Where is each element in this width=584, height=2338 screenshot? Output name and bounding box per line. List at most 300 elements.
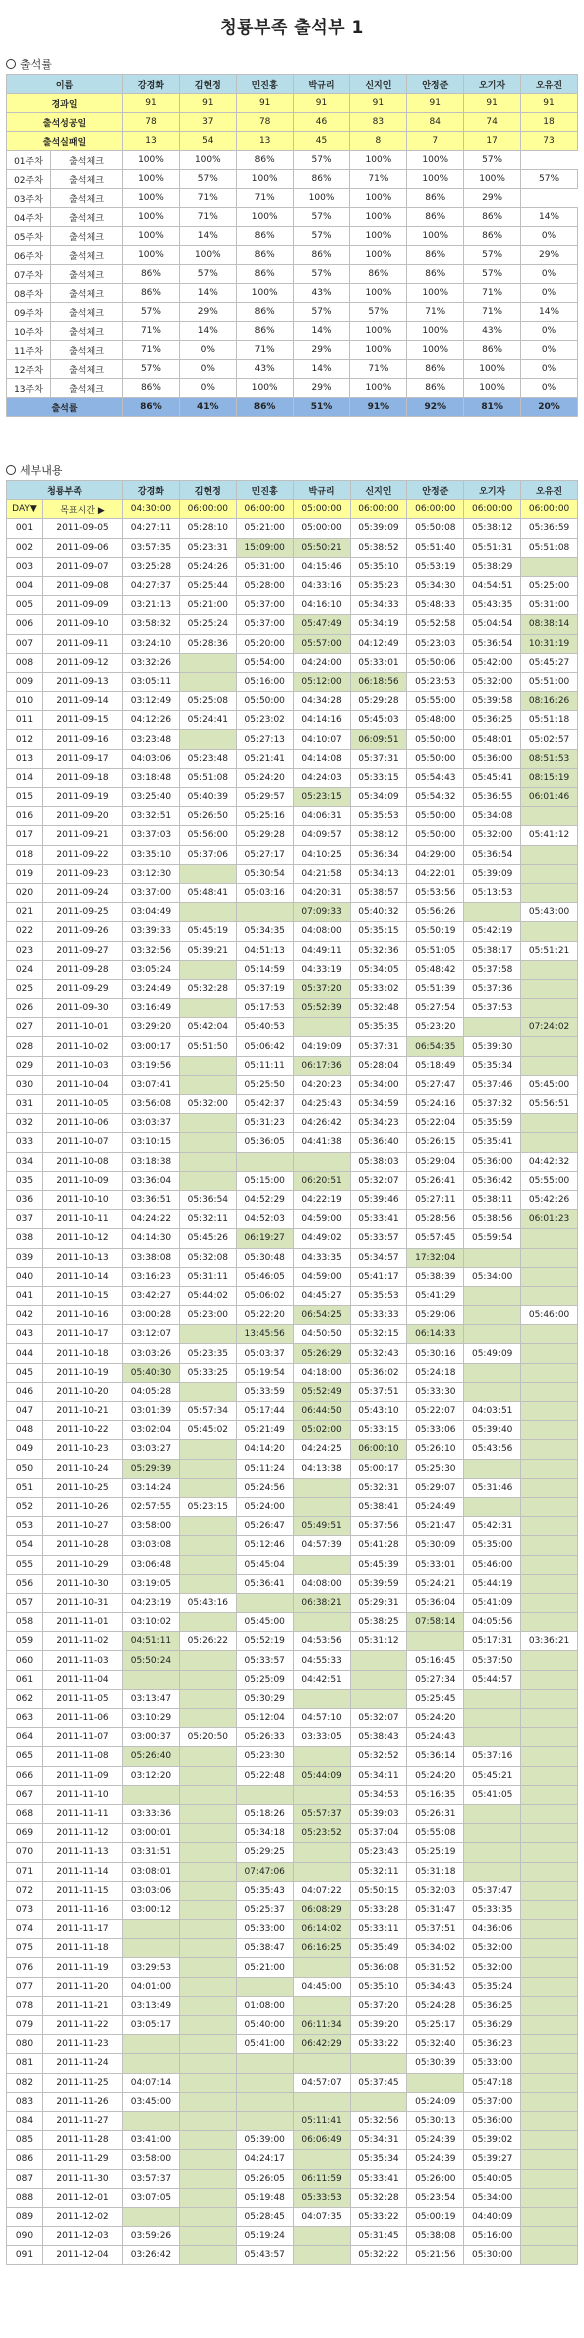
summary-section-label: 출석률 (6, 56, 52, 72)
checkin-time: 05:37:04 (350, 1824, 407, 1843)
date-cell: 2011-09-26 (43, 922, 123, 941)
stat-value: 37 (179, 113, 236, 132)
rate-cell: 57% (179, 265, 236, 284)
checkin-time: 05:34:13 (350, 864, 407, 883)
checkin-time (123, 1939, 180, 1958)
checkin-time: 05:27:54 (407, 999, 464, 1018)
checkin-time: 05:33:00 (236, 1920, 293, 1939)
day-number: 010 (7, 692, 43, 711)
checkin-time: 03:32:51 (123, 807, 180, 826)
checkin-time: 05:36:08 (350, 1958, 407, 1977)
checkin-time: 05:34:18 (236, 1824, 293, 1843)
checkin-time: 05:23:30 (236, 1747, 293, 1766)
checkin-time: 05:34:23 (350, 1114, 407, 1133)
checkin-time: 05:17:31 (464, 1632, 521, 1651)
checkin-time: 05:34:31 (350, 2131, 407, 2150)
checkin-time: 05:11:11 (236, 1056, 293, 1075)
day-number: 091 (7, 2246, 43, 2265)
day-row (7, 1229, 578, 1248)
week-type: 출석체크 (51, 151, 123, 170)
checkin-time: 05:51:18 (521, 711, 578, 730)
checkin-time: 04:45:27 (293, 1286, 350, 1305)
checkin-time: 05:33:28 (350, 1900, 407, 1919)
checkin-time: 05:34:02 (407, 1939, 464, 1958)
checkin-time: 05:37:36 (464, 979, 521, 998)
stat-value: 45 (293, 132, 350, 151)
checkin-time: 05:39:46 (350, 1190, 407, 1209)
day-number: 044 (7, 1344, 43, 1363)
checkin-time: 05:32:07 (350, 1171, 407, 1190)
checkin-time: 06:06:49 (293, 2131, 350, 2150)
checkin-time (521, 1709, 578, 1728)
day-row (7, 1517, 578, 1536)
checkin-time (464, 1306, 521, 1325)
day-number: 013 (7, 749, 43, 768)
rate-cell: 14% (179, 284, 236, 303)
checkin-time (521, 1421, 578, 1440)
checkin-time: 05:16:00 (464, 2227, 521, 2246)
checkin-time: 03:18:48 (123, 768, 180, 787)
day-number: 005 (7, 596, 43, 615)
rate-cell: 0% (521, 341, 578, 360)
checkin-time: 03:10:02 (123, 1613, 180, 1632)
checkin-time: 05:33:02 (350, 979, 407, 998)
checkin-time: 05:38:47 (236, 1939, 293, 1958)
checkin-time: 05:50:08 (407, 519, 464, 538)
checkin-time (521, 1478, 578, 1497)
date-cell: 2011-10-25 (43, 1478, 123, 1497)
date-cell: 2011-12-02 (43, 2207, 123, 2226)
checkin-time (350, 2092, 407, 2111)
week-label: 05주차 (7, 227, 51, 246)
checkin-time: 05:18:49 (407, 1056, 464, 1075)
checkin-time: 05:26:41 (407, 1171, 464, 1190)
date-cell: 2011-11-26 (43, 2092, 123, 2111)
rate-cell: 100% (123, 170, 180, 189)
member-header: 오기자 (464, 75, 521, 94)
checkin-time: 05:51:31 (464, 538, 521, 557)
date-cell: 2011-11-18 (43, 1939, 123, 1958)
checkin-time (293, 1613, 350, 1632)
checkin-time: 03:19:05 (123, 1574, 180, 1593)
week-row (7, 341, 578, 360)
checkin-time (179, 1536, 236, 1555)
checkin-time: 03:19:56 (123, 1056, 180, 1075)
date-cell: 2011-11-13 (43, 1843, 123, 1862)
checkin-time: 05:28:56 (407, 1210, 464, 1229)
checkin-time: 05:06:42 (236, 1037, 293, 1056)
day-number: 017 (7, 826, 43, 845)
day-number: 039 (7, 1248, 43, 1267)
checkin-time: 03:29:53 (123, 1958, 180, 1977)
rate-cell: 57% (293, 227, 350, 246)
checkin-time: 05:03:37 (236, 1344, 293, 1363)
checkin-time: 04:06:31 (293, 807, 350, 826)
checkin-time: 05:43:16 (179, 1593, 236, 1612)
day-number: 037 (7, 1210, 43, 1229)
checkin-time: 05:33:59 (236, 1382, 293, 1401)
rate-cell: 0% (179, 379, 236, 398)
rate-cell: 100% (407, 151, 464, 170)
checkin-time: 05:36:59 (521, 519, 578, 538)
checkin-time: 04:33:16 (293, 576, 350, 595)
checkin-time (464, 1862, 521, 1881)
date-cell: 2011-10-20 (43, 1382, 123, 1401)
day-number: 066 (7, 1766, 43, 1785)
checkin-time: 03:23:48 (123, 730, 180, 749)
date-cell: 2011-11-16 (43, 1900, 123, 1919)
rate-cell: 0% (521, 227, 578, 246)
checkin-time: 05:37:20 (350, 1996, 407, 2015)
checkin-time: 05:21:41 (236, 749, 293, 768)
day-row (7, 1402, 578, 1421)
checkin-time: 05:23:35 (179, 1344, 236, 1363)
checkin-time: 05:11:41 (293, 2111, 350, 2130)
checkin-time (521, 1977, 578, 1996)
date-cell: 2011-10-17 (43, 1325, 123, 1344)
checkin-time: 05:24:26 (179, 557, 236, 576)
checkin-time: 05:39:02 (464, 2131, 521, 2150)
checkin-time: 05:32:00 (179, 1095, 236, 1114)
date-cell: 2011-10-28 (43, 1536, 123, 1555)
date-cell: 2011-09-16 (43, 730, 123, 749)
checkin-time (179, 1977, 236, 1996)
checkin-time (521, 1133, 578, 1152)
date-cell: 2011-09-07 (43, 557, 123, 576)
checkin-time: 05:34:19 (350, 615, 407, 634)
checkin-time: 03:03:37 (123, 1114, 180, 1133)
week-label: 07주차 (7, 265, 51, 284)
date-cell: 2011-10-26 (43, 1497, 123, 1516)
checkin-time (407, 2073, 464, 2092)
checkin-time: 05:23:31 (179, 538, 236, 557)
day-row (7, 1766, 578, 1785)
attendance-detail-table (6, 480, 578, 2265)
checkin-time: 03:36:51 (123, 1190, 180, 1209)
rate-cell: 0% (179, 341, 236, 360)
checkin-time (521, 1785, 578, 1804)
checkin-time: 05:25:08 (179, 692, 236, 711)
stat-value: 84 (407, 113, 464, 132)
checkin-time (521, 2092, 578, 2111)
checkin-time: 04:27:11 (123, 519, 180, 538)
checkin-time (521, 883, 578, 902)
checkin-time: 05:21:49 (236, 1421, 293, 1440)
checkin-time: 05:21:00 (179, 596, 236, 615)
day-row (7, 903, 578, 922)
date-cell: 2011-10-06 (43, 1114, 123, 1133)
checkin-time: 03:00:28 (123, 1306, 180, 1325)
checkin-time: 03:10:29 (123, 1709, 180, 1728)
day-number: 067 (7, 1785, 43, 1804)
checkin-time (521, 1536, 578, 1555)
checkin-time: 05:19:24 (236, 2227, 293, 2246)
date-cell: 2011-09-24 (43, 883, 123, 902)
checkin-time (179, 1996, 236, 2015)
date-cell: 2011-11-29 (43, 2150, 123, 2169)
checkin-time: 04:36:06 (464, 1920, 521, 1939)
checkin-time: 05:45:02 (179, 1421, 236, 1440)
checkin-time: 05:46:00 (464, 1555, 521, 1574)
member-header: 신지인 (350, 481, 407, 500)
checkin-time (521, 979, 578, 998)
detail-section-label: 세부내용 (6, 462, 63, 478)
checkin-time (293, 1862, 350, 1881)
target-time: 05:00:00 (293, 500, 350, 519)
checkin-time: 04:26:42 (293, 1114, 350, 1133)
checkin-time: 05:38:25 (350, 1613, 407, 1632)
checkin-time: 05:36:02 (350, 1363, 407, 1382)
rate-cell: 100% (179, 151, 236, 170)
date-cell: 2011-09-21 (43, 826, 123, 845)
checkin-time: 05:25:37 (236, 1900, 293, 1919)
checkin-time (521, 1459, 578, 1478)
rate-cell: 100% (123, 208, 180, 227)
day-number: 011 (7, 711, 43, 730)
checkin-time: 06:11:59 (293, 2169, 350, 2188)
checkin-time (179, 1920, 236, 1939)
rate-cell: 86% (123, 379, 180, 398)
total-rate: 41% (179, 398, 236, 417)
checkin-time: 04:51:13 (236, 941, 293, 960)
checkin-time: 06:18:56 (350, 672, 407, 691)
checkin-time: 04:33:19 (293, 960, 350, 979)
rate-cell: 71% (464, 303, 521, 322)
member-header: 안정준 (407, 481, 464, 500)
day-number: 086 (7, 2150, 43, 2169)
checkin-time: 05:48:00 (407, 711, 464, 730)
day-row (7, 1363, 578, 1382)
rate-cell: 86% (123, 284, 180, 303)
checkin-time (521, 1996, 578, 2015)
checkin-time: 06:19:27 (236, 1229, 293, 1248)
rate-cell: 100% (123, 227, 180, 246)
checkin-time: 05:25:19 (407, 1843, 464, 1862)
checkin-time: 05:30:48 (236, 1248, 293, 1267)
checkin-time: 03:12:30 (123, 864, 180, 883)
checkin-time (293, 2054, 350, 2073)
checkin-time: 05:24:39 (407, 2131, 464, 2150)
checkin-time: 05:23:15 (293, 788, 350, 807)
stat-value: 54 (179, 132, 236, 151)
week-label: 12주차 (7, 360, 51, 379)
day-row (7, 2169, 578, 2188)
checkin-time: 05:32:00 (464, 1939, 521, 1958)
checkin-time: 05:21:47 (407, 1517, 464, 1536)
checkin-time: 05:32:31 (350, 1478, 407, 1497)
day-number: 016 (7, 807, 43, 826)
checkin-time (123, 2207, 180, 2226)
day-number: 075 (7, 1939, 43, 1958)
checkin-time: 05:37:51 (407, 1920, 464, 1939)
day-row (7, 1152, 578, 1171)
date-cell: 2011-11-06 (43, 1709, 123, 1728)
checkin-time (236, 1785, 293, 1804)
checkin-time: 05:24:39 (407, 2150, 464, 2169)
checkin-time (179, 960, 236, 979)
week-label: 13주차 (7, 379, 51, 398)
checkin-time: 08:16:26 (521, 692, 578, 711)
rate-cell: 86% (123, 265, 180, 284)
checkin-time (464, 1286, 521, 1305)
day-number: 018 (7, 845, 43, 864)
week-label: 03주차 (7, 189, 51, 208)
checkin-time: 05:33:41 (350, 1210, 407, 1229)
day-number: 085 (7, 2131, 43, 2150)
day-row (7, 634, 578, 653)
checkin-time: 03:36:21 (521, 1632, 578, 1651)
checkin-time: 05:04:54 (464, 615, 521, 634)
checkin-time: 05:39:20 (350, 2016, 407, 2035)
checkin-time: 06:38:21 (293, 1593, 350, 1612)
checkin-time: 05:00:17 (350, 1459, 407, 1478)
checkin-time: 04:14:20 (236, 1440, 293, 1459)
date-cell: 2011-10-02 (43, 1037, 123, 1056)
rate-cell: 71% (236, 341, 293, 360)
page-title: 청룡부족 출석부 1 (220, 18, 364, 38)
rate-cell: 29% (179, 303, 236, 322)
date-cell: 2011-10-27 (43, 1517, 123, 1536)
checkin-time (179, 1900, 236, 1919)
week-row (7, 246, 578, 265)
rate-cell: 100% (407, 341, 464, 360)
target-time-label: 목표시간 ▶ (43, 500, 123, 519)
checkin-time: 06:44:50 (293, 1402, 350, 1421)
checkin-time: 17:32:04 (407, 1248, 464, 1267)
checkin-time (407, 1632, 464, 1651)
day-row (7, 1056, 578, 1075)
day-row (7, 2150, 578, 2169)
checkin-time: 05:53:19 (407, 557, 464, 576)
member-header: 민진홍 (236, 481, 293, 500)
day-number: 057 (7, 1593, 43, 1612)
checkin-time: 05:11:24 (236, 1459, 293, 1478)
checkin-time: 04:53:56 (293, 1632, 350, 1651)
checkin-time (236, 2092, 293, 2111)
checkin-time (350, 1689, 407, 1708)
day-number: 001 (7, 519, 43, 538)
checkin-time (521, 1440, 578, 1459)
day-number: 002 (7, 538, 43, 557)
checkin-time (236, 2054, 293, 2073)
date-cell: 2011-12-03 (43, 2227, 123, 2246)
rate-cell: 100% (407, 170, 464, 189)
checkin-time (293, 2227, 350, 2246)
checkin-time: 05:29:28 (236, 826, 293, 845)
day-row (7, 538, 578, 557)
checkin-time: 05:24:18 (407, 1363, 464, 1382)
day-number: 025 (7, 979, 43, 998)
checkin-time: 05:35:10 (350, 557, 407, 576)
checkin-time: 05:48:42 (407, 960, 464, 979)
checkin-time: 05:46:00 (521, 1306, 578, 1325)
rate-cell: 57% (293, 265, 350, 284)
checkin-time: 05:26:47 (236, 1517, 293, 1536)
checkin-time: 10:31:19 (521, 634, 578, 653)
checkin-time: 05:38:12 (464, 519, 521, 538)
day-number: 034 (7, 1152, 43, 1171)
day-row (7, 845, 578, 864)
day-row (7, 1785, 578, 1804)
checkin-time (179, 1152, 236, 1171)
rate-cell: 100% (123, 151, 180, 170)
checkin-time: 05:38:41 (350, 1497, 407, 1516)
checkin-time (179, 1785, 236, 1804)
checkin-time: 05:49:09 (464, 1344, 521, 1363)
day-number: 047 (7, 1402, 43, 1421)
checkin-time: 05:37:47 (464, 1881, 521, 1900)
checkin-time: 05:47:18 (464, 2073, 521, 2092)
checkin-time (293, 2246, 350, 2265)
checkin-time (350, 1670, 407, 1689)
checkin-time (179, 1766, 236, 1785)
checkin-time: 05:34:53 (350, 1785, 407, 1804)
checkin-time: 05:55:08 (407, 1824, 464, 1843)
checkin-time: 05:51:00 (521, 672, 578, 691)
date-cell: 2011-11-02 (43, 1632, 123, 1651)
checkin-time: 05:50:21 (293, 538, 350, 557)
stat-label: 출석성공일 (7, 113, 123, 132)
checkin-time: 05:35:00 (464, 1536, 521, 1555)
checkin-time: 03:00:01 (123, 1824, 180, 1843)
checkin-time (350, 2054, 407, 2073)
checkin-time: 03:04:49 (123, 903, 180, 922)
checkin-time (521, 1593, 578, 1612)
checkin-time: 05:26:29 (293, 1344, 350, 1363)
checkin-time (123, 2111, 180, 2130)
day-number: 068 (7, 1804, 43, 1823)
week-type: 출석체크 (51, 284, 123, 303)
checkin-time: 05:36:00 (464, 1152, 521, 1171)
checkin-time (293, 1497, 350, 1516)
rate-cell: 100% (350, 379, 407, 398)
checkin-time: 05:33:11 (350, 1920, 407, 1939)
day-number: 026 (7, 999, 43, 1018)
checkin-time: 01:08:00 (236, 1996, 293, 2015)
date-cell: 2011-10-13 (43, 1248, 123, 1267)
checkin-time: 04:08:00 (293, 922, 350, 941)
checkin-time: 04:05:28 (123, 1382, 180, 1401)
checkin-time (521, 999, 578, 1018)
checkin-time (521, 1939, 578, 1958)
checkin-time: 05:35:49 (350, 1939, 407, 1958)
checkin-time: 05:39:27 (464, 2150, 521, 2169)
checkin-time: 04:24:00 (293, 653, 350, 672)
day-row (7, 1862, 578, 1881)
rate-cell: 71% (350, 170, 407, 189)
day-number: 046 (7, 1382, 43, 1401)
day-number: 029 (7, 1056, 43, 1075)
checkin-time: 05:33:15 (350, 768, 407, 787)
checkin-time: 04:07:35 (293, 2207, 350, 2226)
checkin-time (464, 1459, 521, 1478)
checkin-time: 05:28:10 (179, 519, 236, 538)
checkin-time: 05:24:41 (179, 711, 236, 730)
checkin-time: 05:34:11 (350, 1766, 407, 1785)
day-row (7, 749, 578, 768)
day-number: 064 (7, 1728, 43, 1747)
rate-cell: 86% (407, 246, 464, 265)
checkin-time: 05:56:00 (179, 826, 236, 845)
checkin-time: 03:37:03 (123, 826, 180, 845)
checkin-time: 05:37:31 (350, 749, 407, 768)
stat-value: 17 (464, 132, 521, 151)
day-number: 088 (7, 2188, 43, 2207)
checkin-time: 03:24:49 (123, 979, 180, 998)
checkin-time: 03:38:08 (123, 1248, 180, 1267)
checkin-time: 05:02:00 (293, 1421, 350, 1440)
checkin-time (293, 1785, 350, 1804)
